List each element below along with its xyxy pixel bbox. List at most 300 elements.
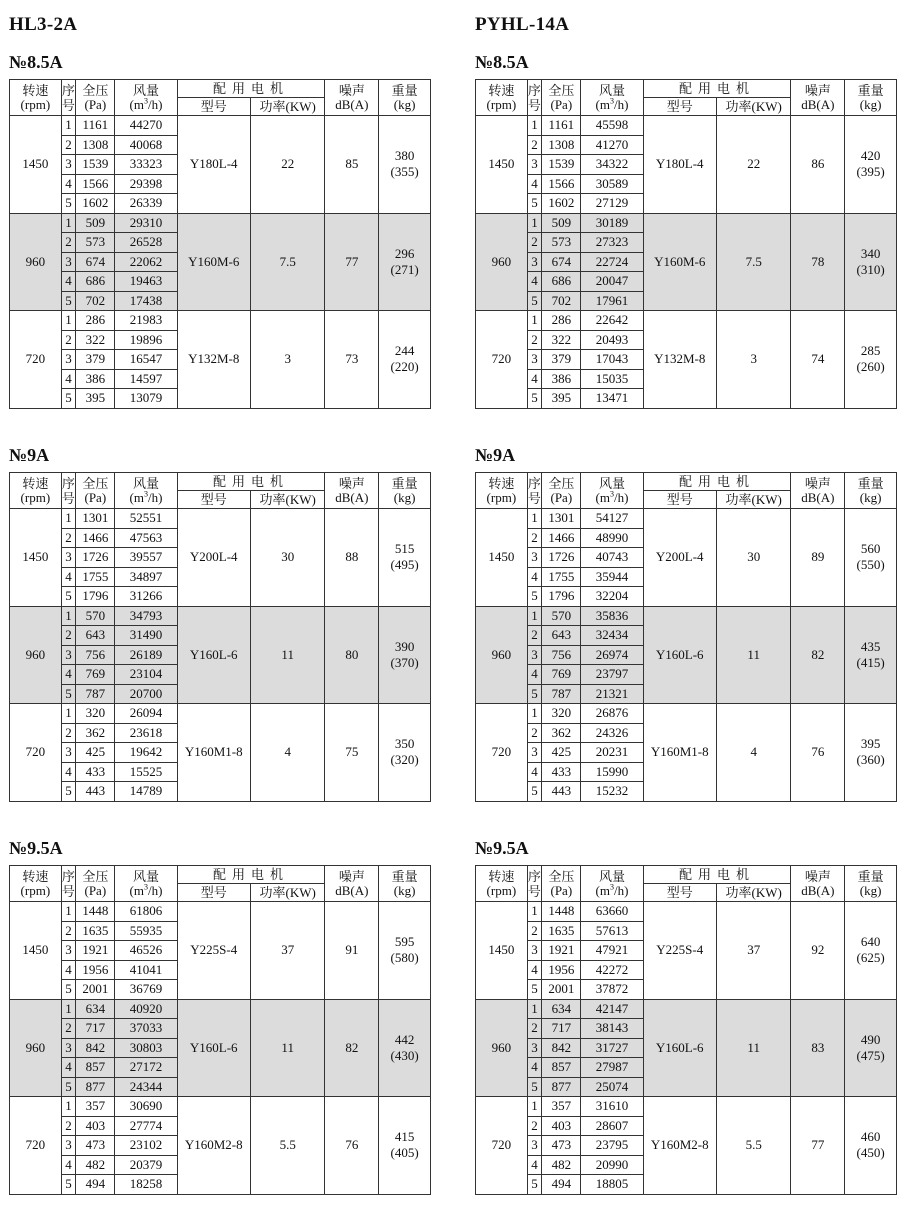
motor-model-cell: Y225S-4 [177,902,250,1000]
flow-cell: 37033 [115,1019,177,1039]
pressure-cell: 386 [542,369,581,389]
flow-cell: 38143 [581,1019,643,1039]
seq-cell: 2 [527,1116,541,1136]
speed-header [476,866,528,902]
flow-cell: 31610 [581,1097,643,1117]
fan-size-block [9,45,431,409]
pressure-header-label: 全压 [548,868,575,884]
pressure-cell: 1539 [76,155,115,175]
pressure-cell: 842 [76,1038,115,1058]
speed-header [476,473,528,509]
pressure-cell: 787 [76,684,115,704]
flow-cell: 33323 [115,155,177,175]
weight-cell [845,902,897,1000]
flow-cell: 30589 [581,174,643,194]
flow-unit-sup: 3 [609,489,614,499]
weight-header-label: 重量 [391,475,418,491]
motor-model-cell: Y160L-6 [643,606,716,704]
flow-cell: 15990 [581,762,643,782]
flow-cell: 17043 [581,350,643,370]
pressure-cell: 473 [542,1136,581,1156]
pressure-header [542,473,581,509]
seq-cell: 3 [61,155,75,175]
flow-cell: 26974 [581,645,643,665]
flow-cell: 18258 [115,1175,177,1195]
pressure-header-unit: (Pa) [550,489,573,505]
seq-cell: 5 [527,980,541,1000]
model-title: PYHL-14A [475,14,570,35]
flow-unit-sup: 3 [609,96,614,106]
flow-cell: 26876 [581,704,643,724]
weight-value-alt: (360) [856,752,885,768]
flow-cell: 24326 [581,723,643,743]
weight-value: 640 [860,934,881,950]
seq-cell: 1 [527,704,541,724]
flow-cell: 41041 [115,960,177,980]
seq-cell: 5 [61,587,75,607]
motor-model-cell: Y200L-4 [177,509,250,607]
pressure-cell: 1161 [542,116,581,136]
seq-cell: 4 [527,960,541,980]
seq-cell: 5 [61,782,75,802]
flow-cell: 47921 [581,941,643,961]
seq-cell: 4 [527,665,541,685]
seq-cell: 4 [61,665,75,685]
pressure-cell: 1566 [542,174,581,194]
pressure-cell: 674 [542,252,581,272]
flow-cell: 29310 [115,213,177,233]
pressure-cell: 570 [542,606,581,626]
noise-header-unit: dB(A) [801,489,835,505]
motor-model-cell: Y160M2-8 [643,1097,716,1195]
seq-cell: 3 [527,743,541,763]
weight-value: 415 [394,1129,415,1145]
pressure-cell: 395 [542,389,581,409]
fan-size-title: №9.5A [9,838,63,858]
flow-cell: 21321 [581,684,643,704]
weight-cell [379,902,431,1000]
motor-power-cell: 22 [716,116,790,214]
weight-value-alt: (550) [856,557,885,573]
weight-header-label: 重量 [391,868,418,884]
motor-model-cell: Y180L-4 [177,116,250,214]
seq-cell: 3 [527,350,541,370]
pressure-cell: 403 [542,1116,581,1136]
flow-cell: 30803 [115,1038,177,1058]
seq-cell: 5 [61,389,75,409]
flow-cell: 27323 [581,233,643,253]
pressure-header-label: 全压 [82,868,109,884]
pressure-header [542,866,581,902]
seq-cell: 2 [527,1019,541,1039]
pressure-cell: 379 [76,350,115,370]
motor-model-header: 型号 [177,884,250,902]
flow-label: 风量 [598,868,625,884]
flow-cell: 20990 [581,1155,643,1175]
weight-header-unit: (kg) [393,489,416,505]
fan-size-title: №9A [475,445,516,465]
flow-cell: 21983 [115,311,177,331]
seq-cell: 2 [61,921,75,941]
flow-unit: /h) [147,882,163,898]
speed-cell: 1450 [476,902,528,1000]
flow-label: 风量 [132,475,159,491]
motor-header: 配用电机 [643,866,791,884]
weight-value-alt: (370) [390,654,419,670]
flow-cell: 28607 [581,1116,643,1136]
weight-value-alt: (495) [390,557,419,573]
flow-cell: 32434 [581,626,643,646]
seq-cell: 5 [61,684,75,704]
seq-cell: 3 [61,548,75,568]
pressure-cell: 634 [76,999,115,1019]
table-row [476,902,897,922]
seq-header [61,866,75,902]
motor-model-cell: Y160L-6 [177,606,250,704]
seq-cell: 1 [527,999,541,1019]
seq-cell: 2 [527,233,541,253]
weight-cell [845,116,897,214]
flow-label: 风量 [598,475,625,491]
fan-size-title: №9.5A [475,838,529,858]
seq-cell: 2 [527,626,541,646]
pressure-header-unit: (Pa) [550,96,573,112]
pressure-header-unit: (Pa) [84,96,107,112]
motor-model-cell: Y160M2-8 [177,1097,250,1195]
flow-cell: 16547 [115,350,177,370]
flow-cell: 37872 [581,980,643,1000]
pressure-cell: 1301 [76,509,115,529]
table-row [10,704,431,724]
seq-cell: 5 [61,1077,75,1097]
motor-power-cell: 5.5 [716,1097,790,1195]
pressure-header-label: 全压 [548,475,575,491]
model-title: HL3-2A [9,14,78,35]
seq-cell: 4 [61,272,75,292]
noise-header-label: 噪声 [338,475,365,491]
flow-cell: 44270 [115,116,177,136]
speed-cell: 1450 [476,116,528,214]
pressure-cell: 674 [76,252,115,272]
weight-cell [845,704,897,802]
pressure-header [76,80,115,116]
seq-cell: 2 [527,330,541,350]
flow-label: 风量 [598,82,625,98]
noise-cell: 76 [325,1097,379,1195]
table-row [476,509,897,529]
pressure-cell: 702 [76,291,115,311]
flow-cell: 26528 [115,233,177,253]
flow-cell: 42147 [581,999,643,1019]
seq-label: 序号 [61,82,75,113]
noise-header-label: 噪声 [338,82,365,98]
flow-header [581,473,643,509]
noise-cell: 88 [325,509,379,607]
seq-cell: 2 [61,1019,75,1039]
seq-cell: 1 [527,311,541,331]
flow-cell: 45598 [581,116,643,136]
seq-cell: 1 [61,1097,75,1117]
seq-label: 序号 [527,475,541,506]
motor-model-header: 型号 [177,491,250,509]
weight-cell [379,116,431,214]
table-row [476,1097,897,1117]
flow-unit: (m [595,882,610,898]
table-row [10,116,431,136]
pressure-cell: 1539 [542,155,581,175]
motor-power-cell: 7.5 [716,213,790,311]
seq-cell: 4 [61,567,75,587]
flow-cell: 29398 [115,174,177,194]
flow-cell: 15232 [581,782,643,802]
speed-header-label: 转速 [488,82,515,98]
pressure-cell: 425 [542,743,581,763]
pressure-cell: 756 [542,645,581,665]
seq-cell: 1 [527,902,541,922]
table-row [476,213,897,233]
motor-header: 配用电机 [177,866,325,884]
pressure-cell: 702 [542,291,581,311]
pressure-cell: 857 [542,1058,581,1078]
weight-value: 380 [394,148,415,164]
fan-size-block [475,831,897,1195]
flow-cell: 39557 [115,548,177,568]
motor-model-header: 型号 [643,98,716,116]
seq-cell: 4 [61,762,75,782]
noise-cell: 74 [791,311,845,409]
flow-unit: /h) [147,96,163,112]
pressure-cell: 1635 [76,921,115,941]
flow-cell: 13079 [115,389,177,409]
flow-cell: 32204 [581,587,643,607]
speed-header-label: 转速 [488,475,515,491]
speed-cell: 960 [10,999,62,1097]
seq-cell: 3 [61,645,75,665]
weight-value: 490 [860,1031,881,1047]
noise-header [325,866,379,902]
flow-unit-sup: 3 [143,96,148,106]
flow-cell: 20493 [581,330,643,350]
flow-cell: 36769 [115,980,177,1000]
seq-label: 序号 [61,475,75,506]
seq-cell: 1 [61,999,75,1019]
pressure-header [542,80,581,116]
speed-header-label: 转速 [22,82,49,98]
pressure-cell: 1796 [542,587,581,607]
motor-model-cell: Y160M-6 [177,213,250,311]
pressure-cell: 1602 [76,194,115,214]
noise-header-unit: dB(A) [335,882,369,898]
pressure-cell: 1161 [76,116,115,136]
pressure-cell: 320 [542,704,581,724]
weight-value: 515 [394,541,415,557]
flow-unit: (m [129,489,144,505]
motor-power-cell: 11 [250,606,324,704]
motor-model-cell: Y160M1-8 [643,704,716,802]
noise-header-unit: dB(A) [801,882,835,898]
speed-cell: 960 [476,606,528,704]
weight-header-label: 重量 [857,868,884,884]
pressure-cell: 395 [76,389,115,409]
seq-label: 序号 [61,868,75,899]
weight-value: 350 [394,736,415,752]
flow-unit: (m [595,489,610,505]
seq-cell: 5 [527,389,541,409]
noise-header-label: 噪声 [804,868,831,884]
weight-cell [379,213,431,311]
speed-cell: 960 [10,213,62,311]
seq-cell: 4 [527,567,541,587]
speed-cell: 720 [476,704,528,802]
seq-cell: 3 [527,252,541,272]
weight-header [845,473,897,509]
pressure-cell: 357 [76,1097,115,1117]
weight-header-unit: (kg) [393,96,416,112]
seq-label: 序号 [527,868,541,899]
seq-header [527,866,541,902]
noise-header [791,866,845,902]
motor-model-cell: Y132M-8 [643,311,716,409]
pressure-cell: 1755 [76,567,115,587]
pressure-cell: 362 [76,723,115,743]
seq-cell: 4 [61,960,75,980]
seq-cell: 1 [527,606,541,626]
speed-header-unit: (rpm) [20,489,51,505]
weight-header-unit: (kg) [859,96,882,112]
seq-cell: 4 [527,369,541,389]
flow-cell: 40743 [581,548,643,568]
pressure-cell: 842 [542,1038,581,1058]
seq-cell: 5 [527,684,541,704]
motor-power-header: 功率(KW) [716,491,790,509]
speed-header [476,80,528,116]
seq-header [527,80,541,116]
flow-cell: 40068 [115,135,177,155]
pressure-cell: 482 [542,1155,581,1175]
performance-table [9,472,431,802]
motor-model-header: 型号 [643,491,716,509]
flow-cell: 20047 [581,272,643,292]
pressure-cell: 1301 [542,509,581,529]
motor-power-cell: 5.5 [250,1097,324,1195]
pressure-header-unit: (Pa) [84,489,107,505]
speed-cell: 1450 [10,902,62,1000]
pressure-cell: 386 [76,369,115,389]
pressure-cell: 570 [76,606,115,626]
motor-model-cell: Y132M-8 [177,311,250,409]
table-row [10,902,431,922]
flow-unit: /h) [613,882,629,898]
seq-label: 序号 [527,82,541,113]
table-row [476,116,897,136]
seq-cell: 2 [61,723,75,743]
weight-value: 285 [860,343,881,359]
noise-header [791,80,845,116]
speed-cell: 720 [476,311,528,409]
seq-cell: 4 [61,174,75,194]
flow-cell: 17438 [115,291,177,311]
pressure-cell: 1466 [76,528,115,548]
weight-header-unit: (kg) [393,882,416,898]
motor-power-cell: 22 [250,116,324,214]
flow-cell: 41270 [581,135,643,155]
pressure-cell: 1921 [76,941,115,961]
weight-cell [845,213,897,311]
weight-value-alt: (395) [856,164,885,180]
motor-power-cell: 30 [250,509,324,607]
performance-table [475,472,897,802]
flow-header [581,80,643,116]
seq-cell: 5 [527,782,541,802]
weight-cell [379,704,431,802]
seq-cell: 5 [527,194,541,214]
performance-table [9,865,431,1195]
seq-cell: 5 [527,1175,541,1195]
flow-cell: 22724 [581,252,643,272]
flow-cell: 18805 [581,1175,643,1195]
noise-cell: 82 [325,999,379,1097]
pressure-header [76,473,115,509]
weight-value-alt: (450) [856,1145,885,1161]
table-row [10,1097,431,1117]
flow-cell: 26094 [115,704,177,724]
weight-cell [379,311,431,409]
motor-power-header: 功率(KW) [716,98,790,116]
noise-cell: 76 [791,704,845,802]
flow-cell: 20379 [115,1155,177,1175]
table-row [10,999,431,1019]
motor-power-cell: 11 [250,999,324,1097]
noise-header-unit: dB(A) [335,489,369,505]
seq-cell: 3 [527,548,541,568]
flow-cell: 23104 [115,665,177,685]
flow-cell: 27987 [581,1058,643,1078]
pressure-cell: 322 [76,330,115,350]
weight-cell [845,311,897,409]
weight-value-alt: (580) [390,950,419,966]
pressure-cell: 1308 [542,135,581,155]
flow-cell: 47563 [115,528,177,548]
flow-unit: (m [129,882,144,898]
seq-cell: 2 [61,330,75,350]
speed-header-label: 转速 [488,868,515,884]
seq-cell: 1 [61,116,75,136]
flow-cell: 31490 [115,626,177,646]
flow-cell: 23618 [115,723,177,743]
seq-cell: 5 [527,587,541,607]
weight-value: 442 [394,1031,415,1047]
speed-cell: 720 [10,311,62,409]
seq-cell: 1 [61,606,75,626]
pressure-cell: 362 [542,723,581,743]
pressure-cell: 2001 [542,980,581,1000]
pressure-cell: 322 [542,330,581,350]
pressure-cell: 1308 [76,135,115,155]
weight-header [845,866,897,902]
motor-model-cell: Y225S-4 [643,902,716,1000]
seq-cell: 1 [61,704,75,724]
seq-cell: 3 [527,645,541,665]
motor-header: 配用电机 [177,80,325,98]
seq-cell: 4 [527,1058,541,1078]
motor-model-cell: Y160L-6 [177,999,250,1097]
weight-value: 340 [860,245,881,261]
seq-cell: 3 [61,1136,75,1156]
flow-cell: 34793 [115,606,177,626]
seq-cell: 1 [61,311,75,331]
flow-cell: 23102 [115,1136,177,1156]
flow-cell: 48990 [581,528,643,548]
